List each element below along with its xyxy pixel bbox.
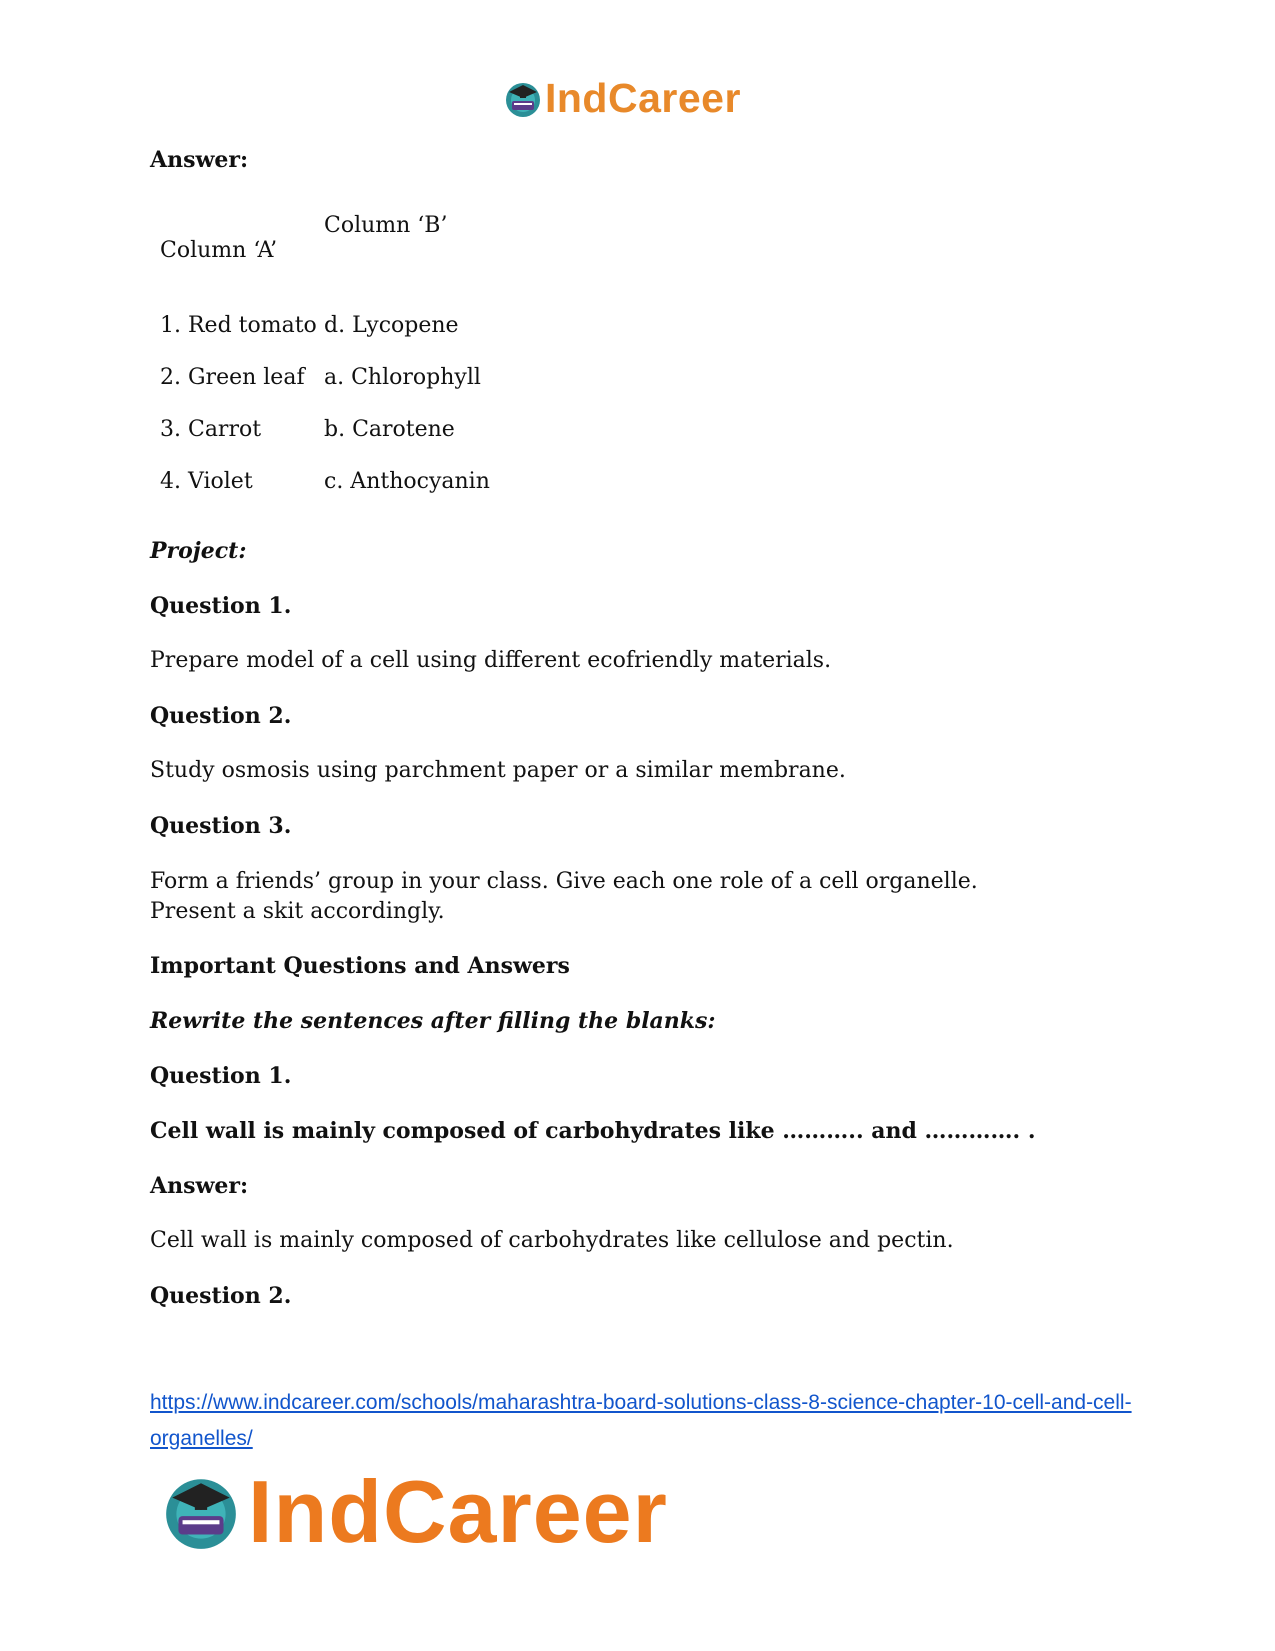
answer-text: Cell wall is mainly composed of carbohydrates like cellulose and pectin. [150,1228,954,1253]
footer-logo [160,1462,668,1561]
question-label: Question 1. [150,1063,292,1089]
match-row-a: 3. Carrot [160,417,262,442]
graduation-globe-icon [503,79,543,119]
match-row-b: a. Chlorophyll [324,365,481,390]
match-row-a: 1. Red tomato [160,313,317,338]
question-text: Cell wall is mainly composed of carbohydrates like ……….. and …………. . [150,1118,1036,1144]
logo-wordmark: IndCareer [248,1462,668,1561]
question-text: Prepare model of a cell using different ecofriendly materials. [150,648,832,673]
question-text: Form a friends’ group in your class. Give each one role of a cell organelle. Present a skit accordingly. [150,869,978,924]
column-a-header: Column ‘A’ [160,238,278,263]
important-heading: Important Questions and Answers [150,953,570,979]
column-b-header: Column ‘B’ [324,213,448,238]
answer-label: Answer: [150,1173,249,1199]
question-label: Question 1. [150,593,292,619]
match-row-b: c. Anthocyanin [324,469,490,494]
question-label: Question 3. [150,813,292,839]
graduation-globe-icon [160,1471,242,1553]
question-label: Question 2. [150,1283,292,1309]
match-row-b: d. Lycopene [324,313,459,338]
match-row-a: 2. Green leaf [160,365,305,390]
match-row-b: b. Carotene [324,417,455,442]
question-label: Question 2. [150,703,292,729]
question-text: Study osmosis using parchment paper or a similar membrane. [150,758,846,783]
header-logo [503,75,741,121]
project-heading: Project: [150,538,247,564]
answer-label: Answer: [150,147,249,173]
match-row-a: 4. Violet [160,469,253,494]
fill-blanks-heading: Rewrite the sentences after filling the blanks: [150,1008,716,1034]
source-link[interactable]: https://www.indcareer.com/schools/maharashtra-board-solutions-class-8-science-chapter-10-cell-and-cell-organelles/ [150,1391,1132,1450]
logo-wordmark: IndCareer [545,75,741,121]
